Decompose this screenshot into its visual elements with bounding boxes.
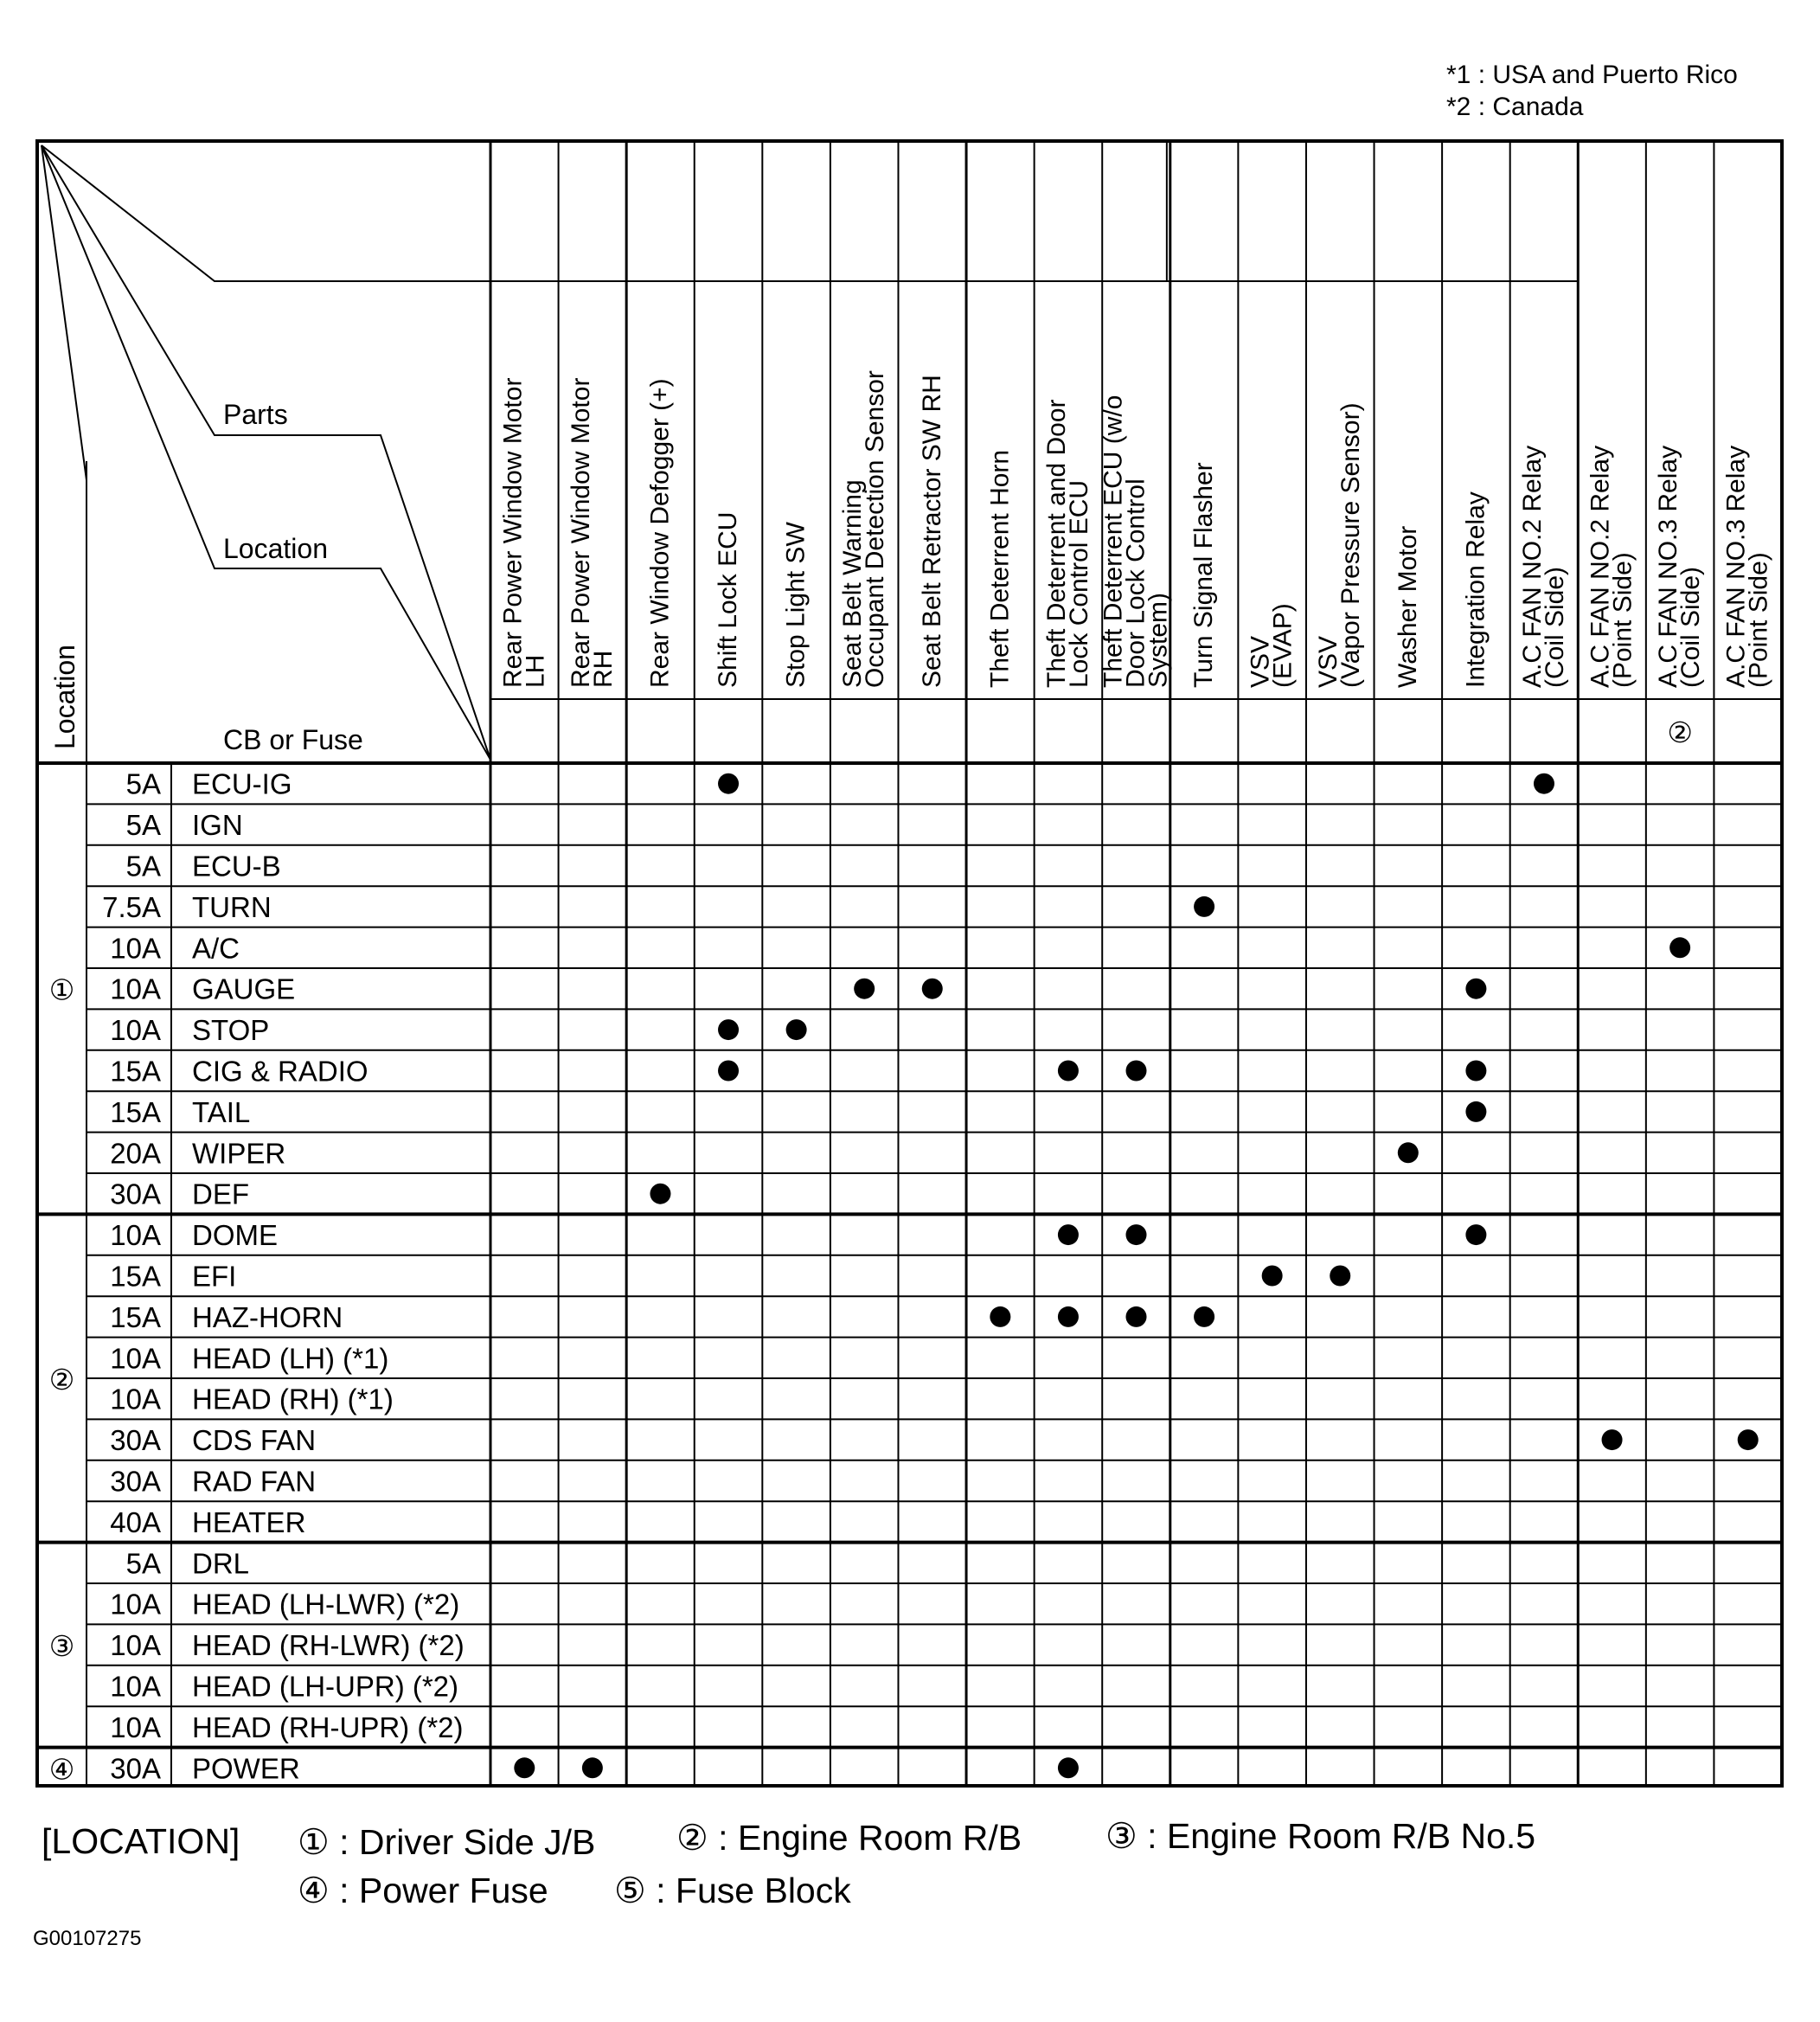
connection-dot xyxy=(1058,1306,1079,1327)
corner-diagonal xyxy=(42,145,490,281)
fuse-name: CIG & RADIO xyxy=(192,1055,368,1088)
fuse-name: RAD FAN xyxy=(192,1465,317,1498)
table-grid xyxy=(37,141,1782,1786)
fuse-name: TAIL xyxy=(192,1095,251,1128)
location-symbol: ③ xyxy=(48,1630,75,1663)
fuse-name: EFI xyxy=(192,1260,237,1293)
connection-dot xyxy=(1465,979,1486,999)
connection-dot xyxy=(1330,1266,1350,1287)
column-header-label: (Vapor Pressure Sensor) xyxy=(1336,402,1366,688)
fuse-name: HEATER xyxy=(192,1505,306,1538)
column-headers xyxy=(498,370,1772,748)
fuse-amperage: 5A xyxy=(125,850,161,883)
footnote-2: *2 : Canada xyxy=(1446,93,1584,121)
connection-dot xyxy=(718,1019,739,1040)
connection-dot xyxy=(1126,1306,1147,1327)
column-header-label: Seat Belt Retractor SW RH xyxy=(917,375,946,688)
fuse-amperage: 15A xyxy=(110,1260,161,1293)
fuse-name: HEAD (RH-LWR) (*2) xyxy=(192,1629,465,1662)
connection-dot xyxy=(1602,1429,1623,1450)
fuse-name: ECU-B xyxy=(192,850,281,883)
connection-dot xyxy=(1738,1429,1759,1450)
fuse-name: POWER xyxy=(192,1752,300,1785)
fuse-amperage: 20A xyxy=(110,1137,161,1170)
corner-diagonal xyxy=(42,145,490,760)
column-header-label: (Coil Side) xyxy=(1540,566,1569,688)
column-header-label: Integration Relay xyxy=(1461,491,1490,688)
legend-item-1: ① : Driver Side J/B xyxy=(298,1822,596,1862)
connection-dot xyxy=(718,1061,739,1082)
fuse-amperage: 5A xyxy=(125,1547,161,1580)
column-header-label: Theft Deterrent ECU (w/o xyxy=(1099,395,1128,688)
connection-dot xyxy=(1194,1306,1214,1327)
corner-parts-label: Parts xyxy=(223,399,288,430)
connection-dot xyxy=(582,1757,603,1778)
fuse-amperage: 15A xyxy=(110,1300,161,1333)
column-header-label: RH xyxy=(588,650,618,688)
column-header-label: Rear Power Window Motor xyxy=(498,377,528,688)
legend-item-4: ④ : Power Fuse xyxy=(298,1871,548,1910)
fuse-name: DRL xyxy=(192,1547,250,1580)
connection-dot xyxy=(1465,1061,1486,1082)
connection-dot xyxy=(1058,1224,1079,1245)
connection-dot xyxy=(990,1306,1010,1327)
fuse-amperage: 5A xyxy=(125,767,161,800)
column-header-label: Occupant Detection Sensor xyxy=(861,370,890,688)
connection-dot xyxy=(514,1757,535,1778)
column-header-label: Rear Power Window Motor xyxy=(566,377,595,688)
column-header-label: Washer Motor xyxy=(1393,525,1422,688)
fuse-amperage: 10A xyxy=(110,1588,161,1621)
fuse-amperage: 5A xyxy=(125,809,161,842)
footnote-1: *1 : USA and Puerto Rico xyxy=(1446,61,1738,89)
fuse-amperage: 30A xyxy=(110,1752,161,1785)
fuse-amperage: 10A xyxy=(110,972,161,1005)
column-header-label: Door Lock Control xyxy=(1121,478,1150,688)
fuse-name: ECU-IG xyxy=(192,767,292,800)
fuse-name: STOP xyxy=(192,1014,270,1047)
column-header-label: System) xyxy=(1144,592,1173,688)
fuse-amperage: 10A xyxy=(110,1711,161,1743)
connection-dot xyxy=(1058,1061,1079,1082)
table-rows xyxy=(49,768,465,1786)
fuse-amperage: 40A xyxy=(110,1505,161,1538)
fuse-name: WIPER xyxy=(192,1137,286,1170)
connection-dot xyxy=(1262,1266,1283,1287)
fuse-amperage: 10A xyxy=(110,932,161,965)
corner-header xyxy=(49,399,363,755)
column-header-label: VSV xyxy=(1246,635,1275,688)
fuse-name: HEAD (LH-UPR) (*2) xyxy=(192,1670,459,1703)
fuse-name: IGN xyxy=(192,809,243,842)
column-header-label: A.C FAN NO.2 Relay xyxy=(1517,445,1547,688)
fuse-name: CDS FAN xyxy=(192,1424,317,1457)
connection-dot xyxy=(1126,1224,1147,1245)
fuse-amperage: 10A xyxy=(110,1670,161,1703)
fuse-name: DEF xyxy=(192,1178,249,1210)
legend-item-2: ② : Engine Room R/B xyxy=(676,1818,1022,1858)
column-header-label: VSV xyxy=(1314,635,1343,688)
fuse-amperage: 7.5A xyxy=(102,890,161,923)
fuse-amperage: 15A xyxy=(110,1095,161,1128)
fuse-amperage: 10A xyxy=(110,1219,161,1252)
fuse-name: DOME xyxy=(192,1219,278,1252)
fuse-amperage: 30A xyxy=(110,1424,161,1457)
column-header-label: (Coil Side) xyxy=(1676,566,1706,688)
column-header-label: Theft Deterrent Horn xyxy=(985,449,1015,688)
connection-dot xyxy=(1126,1061,1147,1082)
table-dots xyxy=(514,773,1758,1779)
fuse-amperage: 30A xyxy=(110,1178,161,1210)
figure-id: G00107275 xyxy=(33,1927,142,1950)
column-header-label: (Point Side) xyxy=(1744,552,1773,688)
legend-item-3: ③ : Engine Room R/B No.5 xyxy=(1105,1816,1536,1856)
column-header-label: Seat Belt Warning xyxy=(838,479,868,688)
location-symbol: ① xyxy=(48,973,75,1006)
legend-item-5: ⑤ : Fuse Block xyxy=(614,1871,851,1910)
column-header-label: (Point Side) xyxy=(1608,552,1637,688)
location-symbol: ④ xyxy=(48,1753,75,1786)
fuse-amperage: 15A xyxy=(110,1055,161,1088)
fuse-name: A/C xyxy=(192,932,240,965)
fuse-name: HEAD (LH) (*1) xyxy=(192,1342,389,1375)
connection-dot xyxy=(1194,896,1214,917)
legend-title: [LOCATION] xyxy=(42,1821,240,1861)
fuse-name: HEAD (RH-UPR) (*2) xyxy=(192,1711,464,1743)
table-border xyxy=(37,141,1782,1786)
column-header-label: Shift Lock ECU xyxy=(714,511,743,688)
connection-dot xyxy=(1465,1101,1486,1122)
location-symbol: ② xyxy=(48,1364,75,1396)
column-header-label: Turn Signal Flasher xyxy=(1189,462,1219,688)
corner-location-label: Location xyxy=(223,533,328,564)
column-header-label: LH xyxy=(521,654,550,688)
fuse-name: GAUGE xyxy=(192,972,296,1005)
column-header-label: (EVAP) xyxy=(1268,603,1298,688)
connection-dot xyxy=(1669,937,1690,958)
fuse-amperage: 10A xyxy=(110,1629,161,1662)
fuse-name: TURN xyxy=(192,890,272,923)
connection-dot xyxy=(1058,1757,1079,1778)
connection-dot xyxy=(786,1019,807,1040)
connection-dot xyxy=(1398,1142,1419,1163)
column-header-label: A.C FAN NO.3 Relay xyxy=(1654,445,1683,688)
corner-cb-fuse-label: CB or Fuse xyxy=(223,724,363,755)
column-header-label: Lock Control ECU xyxy=(1064,479,1093,688)
column-header-label: Rear Window Defogger (+) xyxy=(645,378,675,688)
fuse-amperage: 10A xyxy=(110,1014,161,1047)
connection-dot xyxy=(718,773,739,794)
column-header-label: Theft Deterrent and Door xyxy=(1041,399,1071,688)
connection-dot xyxy=(1534,773,1554,794)
fuse-amperage: 10A xyxy=(110,1383,161,1415)
connection-dot xyxy=(854,979,875,999)
column-group-location-symbol: ② xyxy=(1667,716,1693,748)
connection-dot xyxy=(1465,1224,1486,1245)
column-header-label: A.C FAN NO.3 Relay xyxy=(1721,445,1751,688)
corner-diagonal xyxy=(42,145,490,760)
connection-dot xyxy=(650,1184,670,1204)
column-header-label: Stop Light SW xyxy=(781,522,811,688)
column-header-label: A.C FAN NO.2 Relay xyxy=(1586,445,1615,688)
corner-location-axis-label: Location xyxy=(49,645,80,749)
fuse-amperage: 10A xyxy=(110,1342,161,1375)
fuse-name: HEAD (LH-LWR) (*2) xyxy=(192,1588,460,1621)
connection-dot xyxy=(922,979,943,999)
fuse-name: HAZ-HORN xyxy=(192,1300,343,1333)
fuse-name: HEAD (RH) (*1) xyxy=(192,1383,394,1415)
fuse-amperage: 30A xyxy=(110,1465,161,1498)
